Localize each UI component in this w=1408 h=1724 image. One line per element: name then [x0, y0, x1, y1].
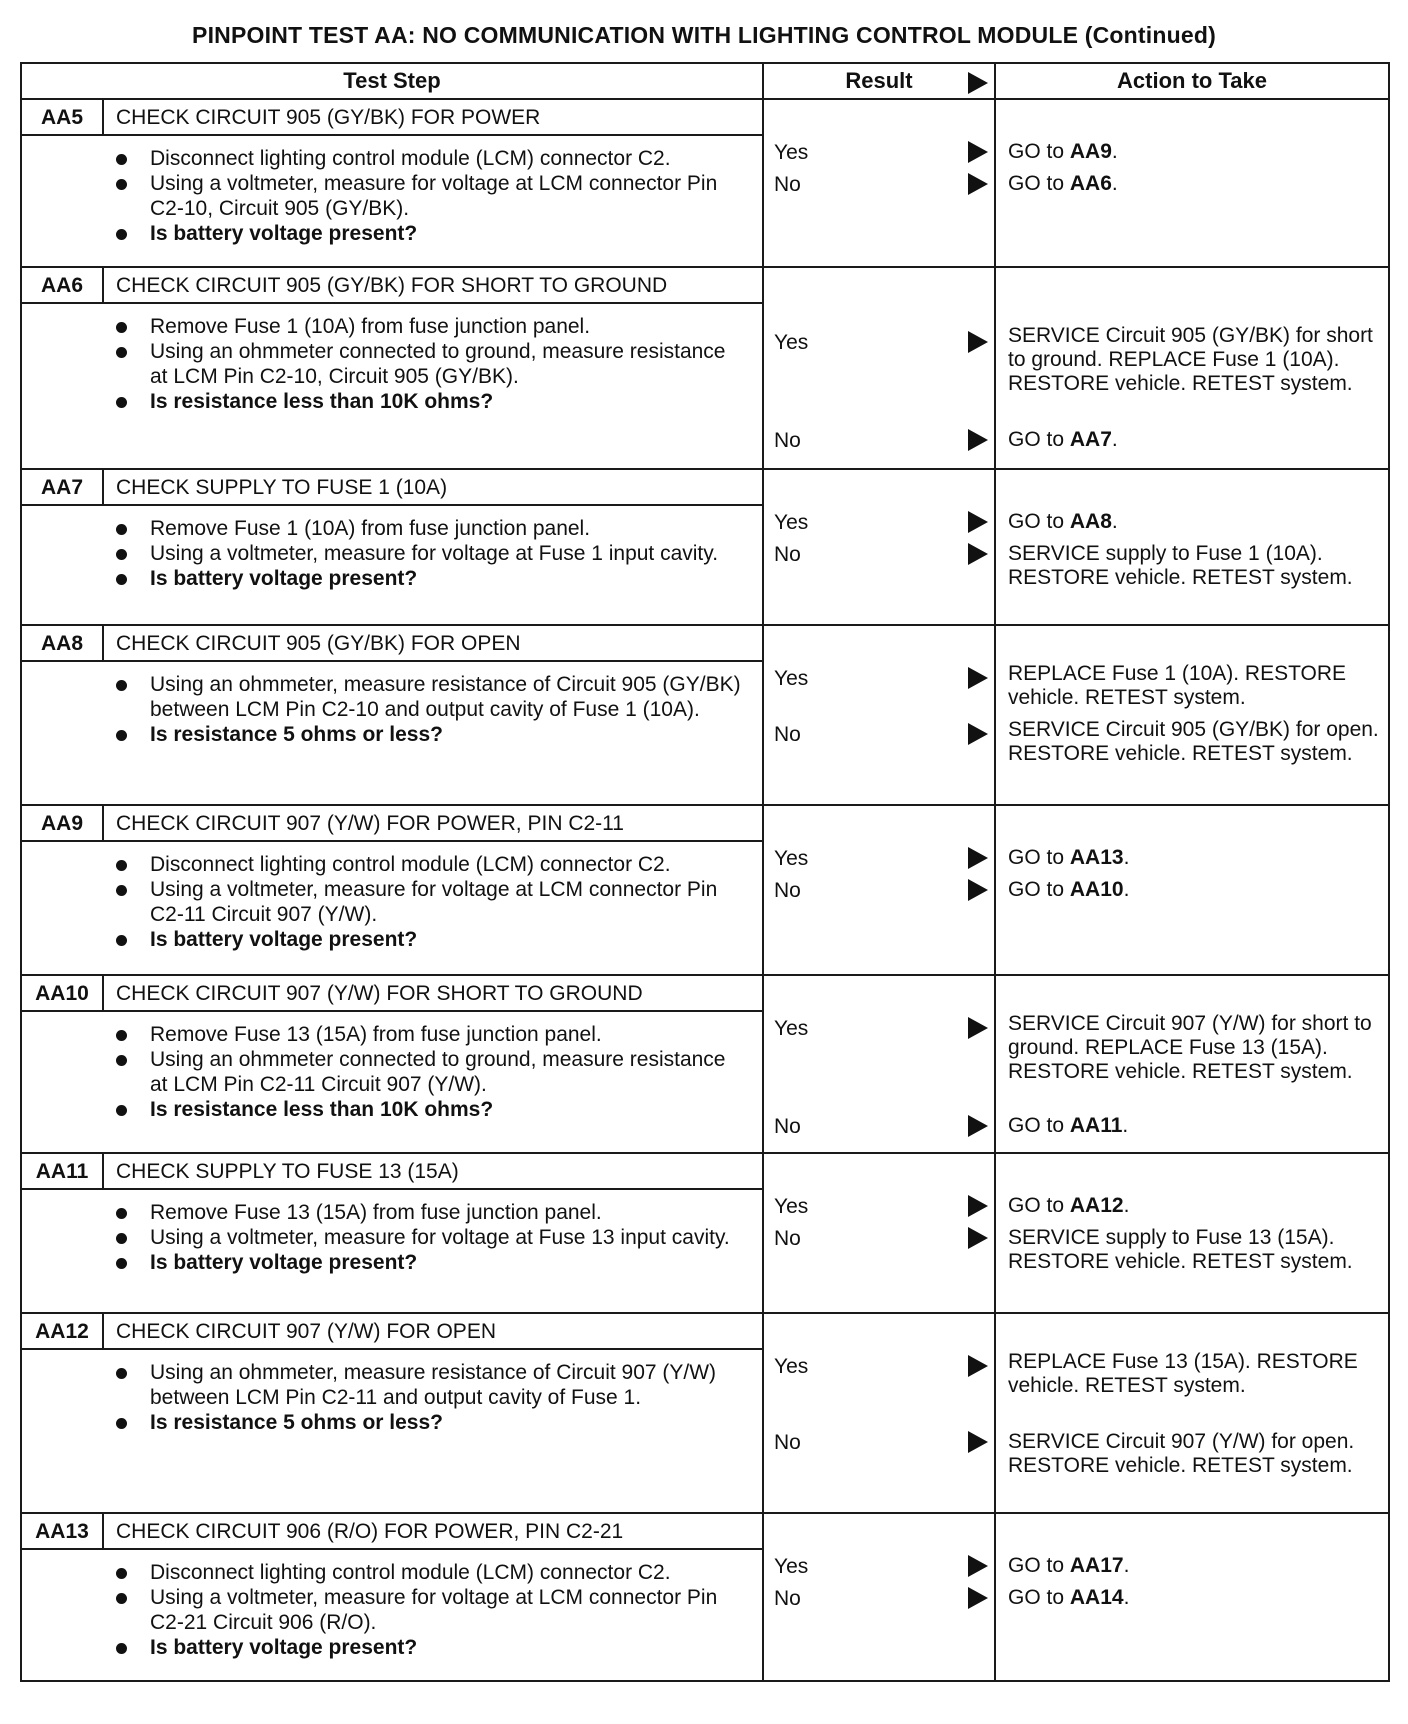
arrow-right-icon — [968, 1115, 988, 1137]
result-label: Yes — [774, 1555, 809, 1578]
action-text-main: GO to — [1008, 1194, 1070, 1217]
result-label: No — [774, 543, 801, 566]
step-row-aa7 — [21, 469, 1389, 625]
action-text — [1008, 1554, 1380, 1578]
step-instruction: Disconnect lighting control module (LCM) connector C2. — [112, 852, 746, 877]
result-label: No — [774, 1431, 801, 1454]
result-label: No — [774, 723, 801, 746]
step-row-aa8 — [21, 625, 1389, 805]
test-step-cell — [21, 267, 763, 469]
result-cell — [763, 469, 995, 625]
action-cell — [995, 99, 1389, 267]
action-cell — [995, 975, 1389, 1153]
result-yes — [774, 1354, 988, 1379]
action-cell — [995, 1513, 1389, 1681]
action-text — [1008, 1114, 1380, 1138]
step-heading — [22, 806, 762, 842]
step-id: AA13 — [22, 1514, 104, 1548]
result-no — [774, 878, 988, 903]
action-text-main: GO to — [1008, 172, 1070, 195]
step-title: CHECK CIRCUIT 905 (GY/BK) FOR POWER — [116, 106, 541, 129]
step-heading — [22, 1314, 762, 1350]
step-instruction: Using a voltmeter, measure for voltage at LCM connector Pin C2-11 Circuit 907 (Y/W). — [112, 877, 746, 927]
action-text — [1008, 1430, 1380, 1478]
result-label: No — [774, 1587, 801, 1610]
action-cell — [995, 1153, 1389, 1313]
step-row-aa10 — [21, 975, 1389, 1153]
action-cell — [995, 1313, 1389, 1513]
step-title: CHECK CIRCUIT 907 (Y/W) FOR SHORT TO GROUND — [116, 982, 643, 1005]
step-instruction: Disconnect lighting control module (LCM) connector C2. — [112, 1560, 746, 1585]
result-yes — [774, 140, 988, 165]
action-text-suffix: . — [1123, 1554, 1130, 1577]
action-text — [1008, 718, 1380, 766]
test-step-cell — [21, 625, 763, 805]
step-instruction: Using an ohmmeter, measure resistance of Circuit 907 (Y/W) between LCM Pin C2-11 and output cavity of Fuse 1. — [112, 1360, 746, 1410]
result-label: Yes — [774, 847, 809, 870]
step-row-aa13 — [21, 1513, 1389, 1681]
action-cell — [995, 267, 1389, 469]
action-text-main: GO to — [1008, 428, 1070, 451]
step-question: Is battery voltage present? — [112, 1635, 746, 1660]
step-instruction: Remove Fuse 13 (15A) from fuse junction panel. — [112, 1200, 746, 1225]
test-step-cell — [21, 1153, 763, 1313]
result-label: Yes — [774, 1017, 809, 1040]
result-no — [774, 172, 988, 197]
result-yes — [774, 330, 988, 355]
action-cell — [995, 625, 1389, 805]
action-text — [1008, 662, 1380, 710]
step-question: Is resistance less than 10K ohms? — [112, 389, 746, 414]
step-row-aa9 — [21, 805, 1389, 975]
step-instruction: Using an ohmmeter connected to ground, measure resistance at LCM Pin C2-11 Circuit 907 (Y/W). — [112, 1047, 746, 1097]
arrow-right-icon — [968, 847, 988, 869]
result-label: No — [774, 1115, 801, 1138]
step-title: CHECK SUPPLY TO FUSE 13 (15A) — [116, 1160, 459, 1183]
action-text-suffix: . — [1122, 1114, 1129, 1137]
action-text — [1008, 324, 1380, 396]
action-text-main: SERVICE Circuit 907 (Y/W) for open. RESTORE vehicle. RETEST system. — [1008, 1430, 1355, 1477]
action-text — [1008, 140, 1380, 164]
step-id: AA6 — [22, 268, 104, 302]
action-text-main: SERVICE Circuit 907 (Y/W) for short to ground. REPLACE Fuse 13 (15A). RESTORE vehicle. RETEST system. — [1008, 1012, 1372, 1083]
action-text — [1008, 1586, 1380, 1610]
step-question: Is battery voltage present? — [112, 1250, 746, 1275]
step-instruction: Using an ohmmeter connected to ground, measure resistance at LCM Pin C2-10, Circuit 905 (GY/BK). — [112, 339, 746, 389]
result-label: Yes — [774, 1195, 809, 1218]
result-label: No — [774, 1227, 801, 1250]
result-yes — [774, 1016, 988, 1041]
pinpoint-test-table — [20, 62, 1390, 1682]
result-label: Yes — [774, 331, 809, 354]
result-yes — [774, 666, 988, 691]
result-cell — [763, 1153, 995, 1313]
step-instruction: Using a voltmeter, measure for voltage at LCM connector Pin C2-10, Circuit 905 (GY/BK). — [112, 171, 746, 221]
test-step-cell — [21, 99, 763, 267]
result-cell — [763, 99, 995, 267]
result-yes — [774, 1194, 988, 1219]
action-text-main: SERVICE Circuit 905 (GY/BK) for open. RESTORE vehicle. RETEST system. — [1008, 718, 1379, 765]
action-text-main: GO to — [1008, 140, 1070, 163]
page-title: PINPOINT TEST AA: NO COMMUNICATION WITH LIGHTING CONTROL MODULE (Continued) — [192, 22, 1216, 48]
step-heading — [22, 1154, 762, 1190]
action-cell — [995, 469, 1389, 625]
arrow-right-icon — [968, 667, 988, 689]
action-step-ref[interactable]: AA13 — [1069, 846, 1124, 869]
header-action: Action to Take — [995, 63, 1389, 99]
step-heading — [22, 976, 762, 1012]
action-text — [1008, 878, 1380, 902]
action-text-main: SERVICE supply to Fuse 1 (10A). RESTORE vehicle. RETEST system. — [1008, 542, 1353, 589]
arrow-right-icon — [968, 723, 988, 745]
step-question: Is resistance 5 ohms or less? — [112, 722, 746, 747]
arrow-right-icon — [968, 429, 988, 451]
action-text-main: REPLACE Fuse 1 (10A). RESTORE vehicle. RETEST system. — [1008, 662, 1347, 709]
action-text-suffix: . — [1123, 846, 1130, 869]
step-instructions — [22, 842, 762, 958]
action-cell — [995, 805, 1389, 975]
result-label: No — [774, 429, 801, 452]
action-step-ref[interactable]: AA10 — [1069, 878, 1124, 901]
arrow-right-icon — [968, 511, 988, 533]
arrow-right-icon — [968, 1587, 988, 1609]
result-no — [774, 722, 988, 747]
step-heading — [22, 470, 762, 506]
arrow-right-icon — [968, 72, 988, 94]
action-text-suffix: . — [1123, 1586, 1130, 1609]
step-question: Is battery voltage present? — [112, 221, 746, 246]
action-text — [1008, 1226, 1380, 1274]
step-id: AA12 — [22, 1314, 104, 1348]
action-step-ref[interactable]: AA7 — [1069, 428, 1112, 451]
action-text-suffix: . — [1123, 1194, 1130, 1217]
test-step-cell — [21, 469, 763, 625]
step-id: AA8 — [22, 626, 104, 660]
result-yes — [774, 846, 988, 871]
action-text — [1008, 428, 1380, 452]
result-label: No — [774, 879, 801, 902]
step-instructions — [22, 1350, 762, 1441]
step-row-aa5 — [21, 99, 1389, 267]
result-label: Yes — [774, 667, 809, 690]
result-no — [774, 428, 988, 453]
step-instruction: Using a voltmeter, measure for voltage at Fuse 1 input cavity. — [112, 541, 746, 566]
result-label: Yes — [774, 511, 809, 534]
result-cell — [763, 267, 995, 469]
step-instructions — [22, 304, 762, 420]
step-id: AA11 — [22, 1154, 104, 1188]
arrow-right-icon — [968, 1355, 988, 1377]
result-label: Yes — [774, 1355, 809, 1378]
arrow-right-icon — [968, 1195, 988, 1217]
test-step-cell — [21, 975, 763, 1153]
step-instructions — [22, 1550, 762, 1666]
arrow-right-icon — [968, 1555, 988, 1577]
step-instruction: Using a voltmeter, measure for voltage at Fuse 13 input cavity. — [112, 1225, 746, 1250]
action-step-ref[interactable]: AA17 — [1069, 1554, 1124, 1577]
arrow-right-icon — [968, 1227, 988, 1249]
action-text-main: GO to — [1008, 1586, 1070, 1609]
header-test-step: Test Step — [21, 63, 763, 99]
step-id: AA5 — [22, 100, 104, 134]
step-id: AA7 — [22, 470, 104, 504]
step-instruction: Remove Fuse 13 (15A) from fuse junction panel. — [112, 1022, 746, 1047]
step-title: CHECK CIRCUIT 905 (GY/BK) FOR SHORT TO GROUND — [116, 274, 668, 297]
action-text-suffix: . — [1111, 510, 1118, 533]
arrow-right-icon — [968, 879, 988, 901]
step-question: Is battery voltage present? — [112, 927, 746, 952]
step-heading — [22, 1514, 762, 1550]
action-text-main: GO to — [1008, 1114, 1070, 1137]
result-yes — [774, 510, 988, 535]
action-step-ref[interactable]: AA9 — [1069, 140, 1112, 163]
step-instructions — [22, 1012, 762, 1128]
arrow-right-icon — [968, 173, 988, 195]
result-no — [774, 542, 988, 567]
step-id: AA9 — [22, 806, 104, 840]
table-header-row — [21, 63, 1389, 99]
step-heading — [22, 626, 762, 662]
step-instructions — [22, 136, 762, 252]
arrow-right-icon — [968, 1017, 988, 1039]
test-step-cell — [21, 1513, 763, 1681]
step-instruction: Disconnect lighting control module (LCM) connector C2. — [112, 146, 746, 171]
action-text-main: GO to — [1008, 846, 1070, 869]
action-step-ref[interactable]: AA8 — [1069, 510, 1112, 533]
step-question: Is resistance 5 ohms or less? — [112, 1410, 746, 1435]
result-cell — [763, 1513, 995, 1681]
step-title: CHECK CIRCUIT 907 (Y/W) FOR OPEN — [116, 1320, 496, 1343]
action-text — [1008, 510, 1380, 534]
action-text — [1008, 1194, 1380, 1218]
result-yes — [774, 1554, 988, 1579]
step-id: AA10 — [22, 976, 104, 1010]
result-label: No — [774, 173, 801, 196]
step-row-aa11 — [21, 1153, 1389, 1313]
step-instruction: Using an ohmmeter, measure resistance of Circuit 905 (GY/BK) between LCM Pin C2-10 and output cavity of Fuse 1 (10A). — [112, 672, 746, 722]
step-title: CHECK CIRCUIT 905 (GY/BK) FOR OPEN — [116, 632, 521, 655]
action-text-suffix: . — [1123, 878, 1130, 901]
action-text — [1008, 172, 1380, 196]
action-text-main: GO to — [1008, 510, 1070, 533]
result-no — [774, 1586, 988, 1611]
step-heading — [22, 268, 762, 304]
step-title: CHECK CIRCUIT 907 (Y/W) FOR POWER, PIN C2-11 — [116, 812, 624, 835]
test-step-cell — [21, 805, 763, 975]
action-text-suffix: . — [1111, 172, 1118, 195]
result-no — [774, 1430, 988, 1455]
action-text — [1008, 846, 1380, 870]
step-question: Is resistance less than 10K ohms? — [112, 1097, 746, 1122]
action-text — [1008, 1012, 1380, 1084]
step-instruction: Remove Fuse 1 (10A) from fuse junction panel. — [112, 516, 746, 541]
action-step-ref[interactable]: AA12 — [1069, 1194, 1124, 1217]
action-text-main: REPLACE Fuse 13 (15A). RESTORE vehicle. RETEST system. — [1008, 1350, 1358, 1397]
step-heading — [22, 100, 762, 136]
step-instruction: Remove Fuse 1 (10A) from fuse junction panel. — [112, 314, 746, 339]
action-text-suffix: . — [1111, 140, 1118, 163]
step-title: CHECK SUPPLY TO FUSE 1 (10A) — [116, 476, 448, 499]
result-no — [774, 1226, 988, 1251]
action-text-main: GO to — [1008, 1554, 1070, 1577]
action-text-main: SERVICE supply to Fuse 13 (15A). RESTORE vehicle. RETEST system. — [1008, 1226, 1353, 1273]
result-cell — [763, 805, 995, 975]
step-row-aa12 — [21, 1313, 1389, 1513]
arrow-right-icon — [968, 1431, 988, 1453]
result-label: Yes — [774, 141, 809, 164]
result-cell — [763, 975, 995, 1153]
action-text-main: SERVICE Circuit 905 (GY/BK) for short to ground. REPLACE Fuse 1 (10A). RESTORE vehicle. RETEST system. — [1008, 324, 1373, 395]
action-text — [1008, 542, 1380, 590]
step-title: CHECK CIRCUIT 906 (R/O) FOR POWER, PIN C2-21 — [116, 1520, 624, 1543]
step-instruction: Using a voltmeter, measure for voltage at LCM connector Pin C2-21 Circuit 906 (R/O). — [112, 1585, 746, 1635]
step-row-aa6 — [21, 267, 1389, 469]
header-result-label: Result — [845, 68, 913, 93]
action-step-ref[interactable]: AA11 — [1069, 1114, 1123, 1137]
test-step-cell — [21, 1313, 763, 1513]
step-instructions — [22, 506, 762, 597]
result-cell — [763, 1313, 995, 1513]
action-step-ref[interactable]: AA14 — [1069, 1586, 1124, 1609]
step-instructions — [22, 662, 762, 753]
header-result — [763, 63, 995, 99]
arrow-right-icon — [968, 141, 988, 163]
result-no — [774, 1114, 988, 1139]
action-text-suffix: . — [1111, 428, 1118, 451]
action-step-ref[interactable]: AA6 — [1069, 172, 1112, 195]
action-text — [1008, 1350, 1380, 1398]
step-question: Is battery voltage present? — [112, 566, 746, 591]
step-instructions — [22, 1190, 762, 1281]
arrow-right-icon — [968, 331, 988, 353]
action-text-main: GO to — [1008, 878, 1070, 901]
result-cell — [763, 625, 995, 805]
arrow-right-icon — [968, 543, 988, 565]
